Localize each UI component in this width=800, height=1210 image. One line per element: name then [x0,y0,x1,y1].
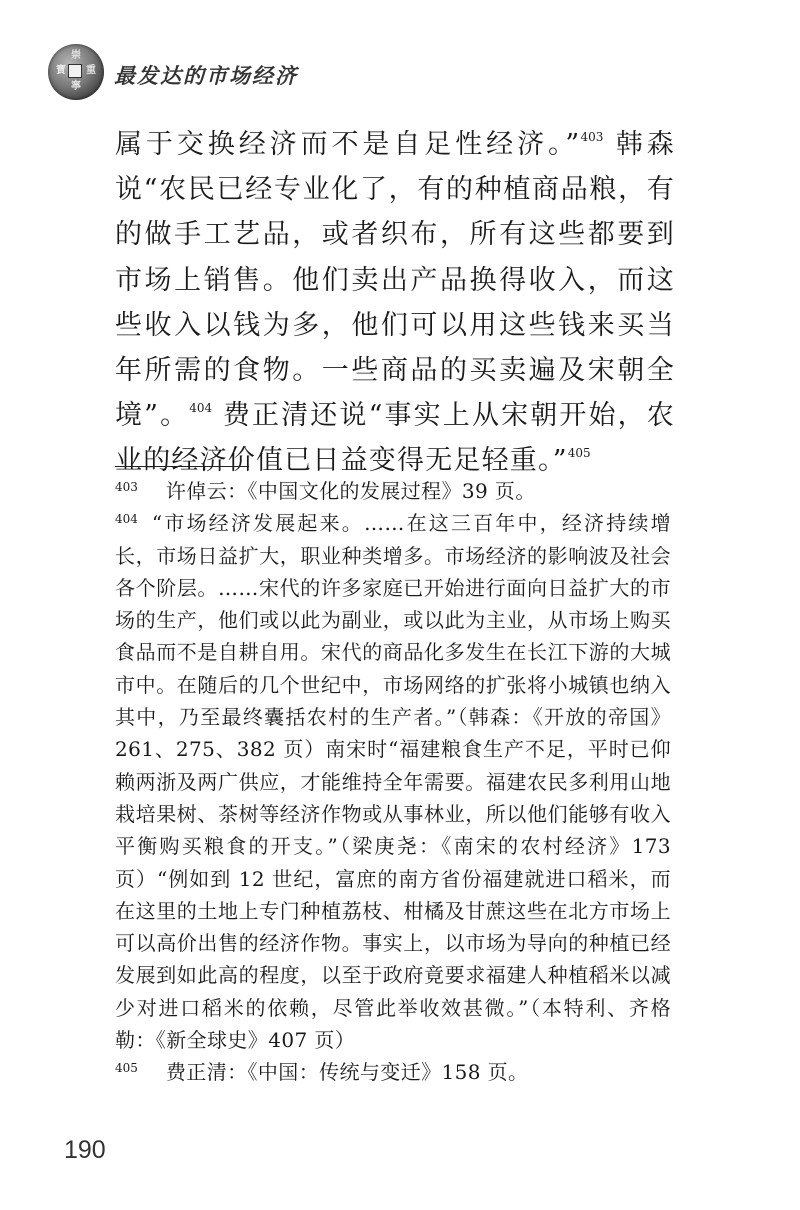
footnote-text: 许倬云：《中国文化的发展过程》39 页。 [165,479,536,503]
footnote-404 [115,507,671,1056]
running-header [48,44,568,102]
footnote-ref[interactable]: 404 [189,401,213,416]
footnote-ref[interactable]: 405 [567,446,591,461]
footnote-405 [115,1056,671,1088]
page-number: 190 [64,1136,106,1164]
body-paragraph: 属于交换经济而不是自足性经济。”$^{403}$ 韩森说“农民已经专业化了，有的种植商品粮，有的做手工艺品，或者织布，所有这些都要到市场上销售。他们卖出产品换得收入，而这些收入以钱为多，他们可以用这些钱来买当年所需的食物。一些商品的买卖遍及宋朝全境”。$^{404}$ 费正清还说“事实上从宋朝开始，农业的经济价值已日益变得无足轻重。”$^{405}$ [115,129,675,477]
footnotes [115,475,671,1089]
footnote-number: 403 [115,480,138,494]
footnote-text: “市场经济发展起来。……在这三百年中，经济持续增长，市场日益扩大，职业种类增多。市场经济的影响波及社会各个阶层。……宋代的许多家庭已开始进行面向日益扩大的市场的生产，他们或以此为副业，或以此为主业，从市场上购买食品而不是自耕自用。宋代的商品化多发生在长江下游的大城市中。在随后的几个世纪中，市场网络的扩张将小城镇也纳入其中，乃至最终囊括农村的生产者。”（韩森：《开放的帝国》261、275、382 页）南宋时“福建粮食生产不足，平时已仰赖两浙及两广供应，才能维持全年需要。福建农民多利用山地栽培果树、茶树等经济作物或从事林业，所以他们能够有收入平衡购买粮食的开支。”（梁庚尧：《南宋的农村经济》173 页）“例如到 12 世纪，富庶的南方省份福建就进口稻米，而在这里的土地上专门种植荔枝、柑橘及甘蔗这些在北方市场上可以高价出售的经济作物。事实上，以市场为导向的种植已经发展到如此高的程度，以至于政府竟要求福建人种植稻米以减少对进口稻米的依赖，尽管此举收效甚微。”（本特利、齐格勒：《新全球史》407 页） [115,511,671,1053]
body-text [115,122,675,484]
coin-hole [68,64,82,78]
coin-logo-icon: 崇 寧 寶 重 [48,44,104,100]
footnote-403 [115,475,671,507]
footnote-number: 404 [115,512,138,527]
footnote-number: 405 [115,1061,138,1076]
footnote-text: 费正清：《中国：传统与变迁》158 页。 [165,1060,529,1085]
footnote-ref[interactable]: 403 [580,130,604,144]
chapter-title: 最发达的市场经济 [114,63,298,88]
footnote-divider [115,466,249,467]
